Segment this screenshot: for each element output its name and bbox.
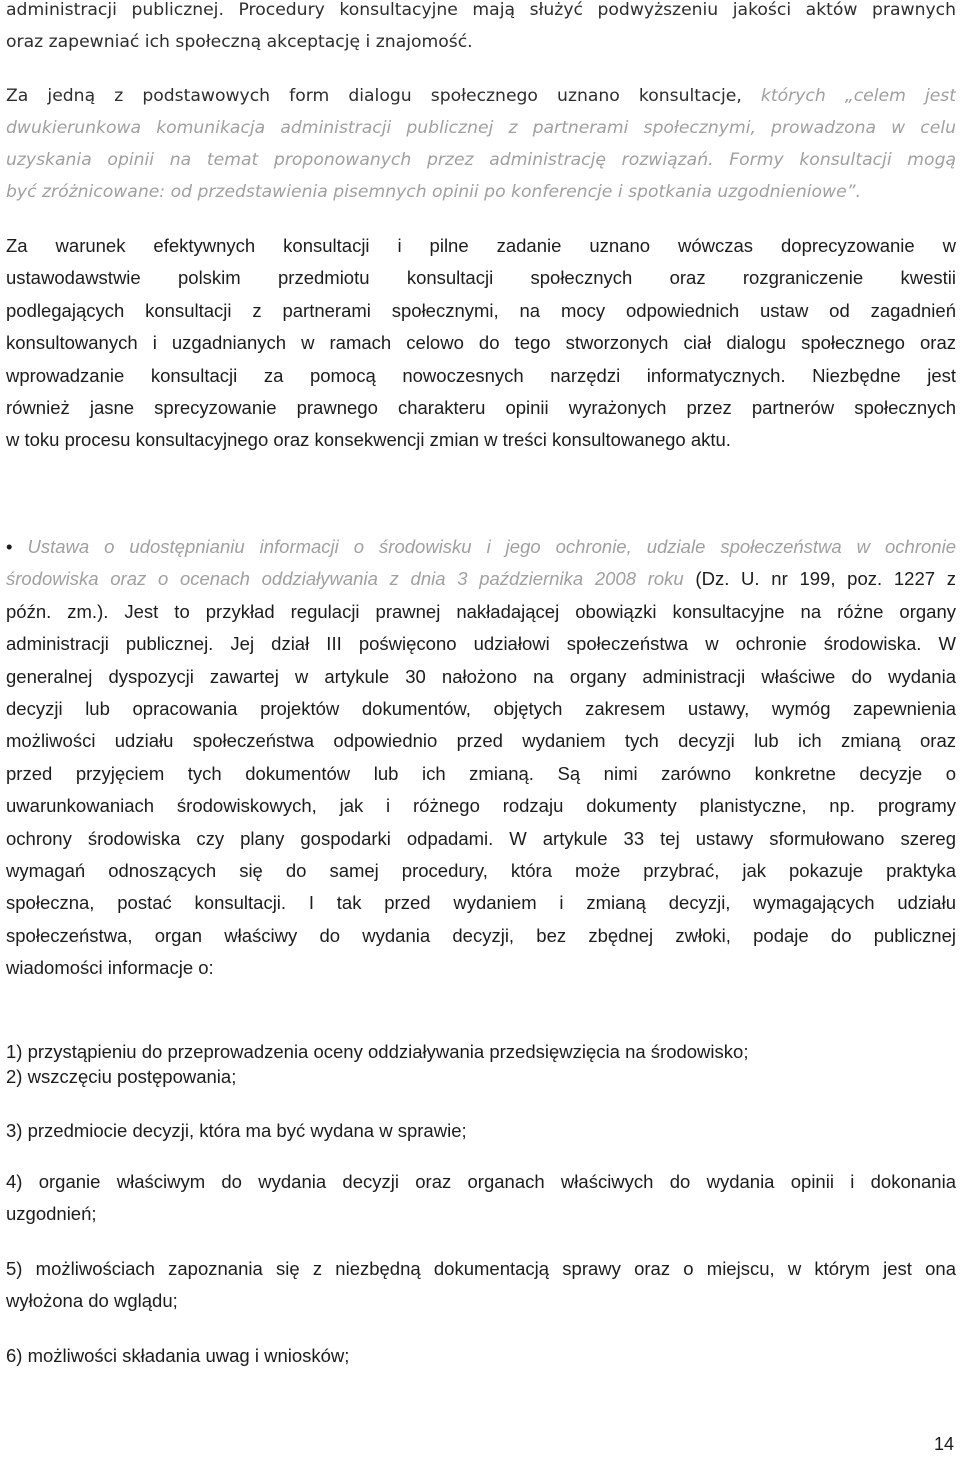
text-line: społeczeństwa, organ właściwy do wydania decyzji, bez zbędnej zwłoki, podaje do publicznej bbox=[6, 924, 956, 946]
text-line: być zróżnicowane: od przedstawienia pisemnych opinii po konferencje i spotkania uzgodnieniowe”. bbox=[6, 182, 862, 202]
text-line: Za jedną z podstawowych form dialogu społecznego uznano konsultacje, których „celem jest bbox=[6, 86, 956, 106]
text-line: społeczna, postać konsultacji. I tak przed wydaniem i zmianą decyzji, wymagających udziału bbox=[6, 892, 956, 914]
list-item: 3) przedmiocie decyzji, która ma być wydana w sprawie; bbox=[6, 1120, 467, 1141]
text-line: uzyskania opinii na temat proponowanych przez administrację rozwiązań. Formy konsultacji mogą bbox=[6, 150, 956, 170]
consultation-definition-paragraph bbox=[6, 80, 956, 208]
text-line: konsultowanych i uzgadnianych w ramach celowo do tego stworzonych ciał dialogu społecznego oraz bbox=[6, 332, 956, 354]
intro-paragraph bbox=[6, 0, 956, 58]
statute-title: środowiska oraz o ocenach oddziaływania z dnia 3 października 2008 roku bbox=[6, 568, 684, 590]
statute-title: Ustawa o udostępnianiu informacji o środowisku i jego ochronie, udziale społeczeństwa w ochronie bbox=[12, 536, 956, 557]
text-line: w toku procesu konsultacyjnego oraz konsekwencji zmian w treści konsultowanego aktu. bbox=[6, 429, 731, 451]
text-line: wiadomości informacje o: bbox=[6, 957, 214, 979]
text-line bbox=[6, 531, 956, 563]
text-line: generalnej dyspozycji zawartej w artykule 30 nałożono na organy administracji właściwe do wydania bbox=[6, 665, 956, 687]
text-line: Za warunek efektywnych konsultacji i pilne zadanie uznano wówczas doprecyzowanie w bbox=[6, 235, 956, 256]
bullet-icon: • bbox=[6, 536, 13, 557]
statute-paragraph bbox=[6, 531, 956, 985]
text-line: możliwości udziału społeczeństwa odpowiednio przed wydaniem tych decyzji lub ich zmianą oraz bbox=[6, 730, 956, 752]
text-line: administracji publicznej. Procedury konsultacyjne mają służyć podwyższeniu jakości aktów prawnych bbox=[6, 0, 956, 20]
page-number: 14 bbox=[933, 1434, 954, 1454]
effective-consultation-paragraph bbox=[6, 230, 956, 457]
text-line: ustawodawstwie polskim przedmiotu konsultacji społecznych oraz rozgraniczenie kwestii bbox=[6, 267, 956, 289]
text-line: oraz zapewniać ich społeczną akceptację i znajomość. bbox=[6, 32, 473, 52]
text-line: dwukierunkowa komunikacja administracji publicznej z partnerami społecznymi, prowadzona w celu bbox=[6, 118, 956, 138]
list-item: 6) możliwości składania uwag i wniosków; bbox=[6, 1345, 350, 1366]
list-item: 4) organie właściwym do wydania decyzji oraz organach właściwych do wydania opinii i dokonania uzgodnień; bbox=[6, 1171, 956, 1225]
text-line: wprowadzanie konsultacji za pomocą nowoczesnych narzędzi informatycznych. Niezbędne jest bbox=[6, 364, 956, 386]
text-line: decyzji lub opracowania projektów dokumentów, objętych zakresem ustawy, wymóg zapewnienia bbox=[6, 698, 956, 720]
text-line: ochrony środowiska czy plany gospodarki odpadami. W artykule 33 tej ustawy sformułowano szereg bbox=[6, 827, 956, 849]
text-line: uwarunkowaniach środowiskowych, jak i różnego rodzaju dokumenty planistyczne, np. programy bbox=[6, 795, 956, 817]
text-line: środowiska oraz o ocenach oddziaływania z dnia 3 października 2008 roku (Dz. U. nr 199, poz. 1227 z bbox=[6, 568, 956, 590]
text-line: wymagań odnoszących się do samej procedury, która może przybrać, jak pokazuje praktyka bbox=[6, 860, 956, 882]
text-line: podlegających konsultacji z partnerami społecznymi, na mocy odpowiednich ustaw od zagadnień bbox=[6, 299, 956, 321]
list-item: 1) przystąpieniu do przeprowadzenia oceny oddziaływania przedsięwzięcia na środowisko; bbox=[6, 1041, 749, 1062]
list-item: 2) wszczęciu postępowania; bbox=[6, 1066, 237, 1087]
text-line: przed przyjęciem tych dokumentów lub ich zmianą. Są nimi zarówno konkretne decyzje o bbox=[6, 762, 956, 784]
list-item: 5) możliwościach zapoznania się z niezbędną dokumentacją sprawy oraz o miejscu, w którym jest ona wyłożona do wglądu; bbox=[6, 1258, 956, 1312]
text-line: późn. zm.). Jest to przykład regulacji prawnej nakładającej obowiązki konsultacyjne na różne organy bbox=[6, 600, 956, 622]
text-line: administracji publicznej. Jej dział III poświęcono udziałowi społeczeństwa w ochronie środowiska. W bbox=[6, 633, 956, 655]
text-line: również jasne sprecyzowanie prawnego charakteru opinii wyrażonych przez partnerów społecznych bbox=[6, 397, 956, 419]
